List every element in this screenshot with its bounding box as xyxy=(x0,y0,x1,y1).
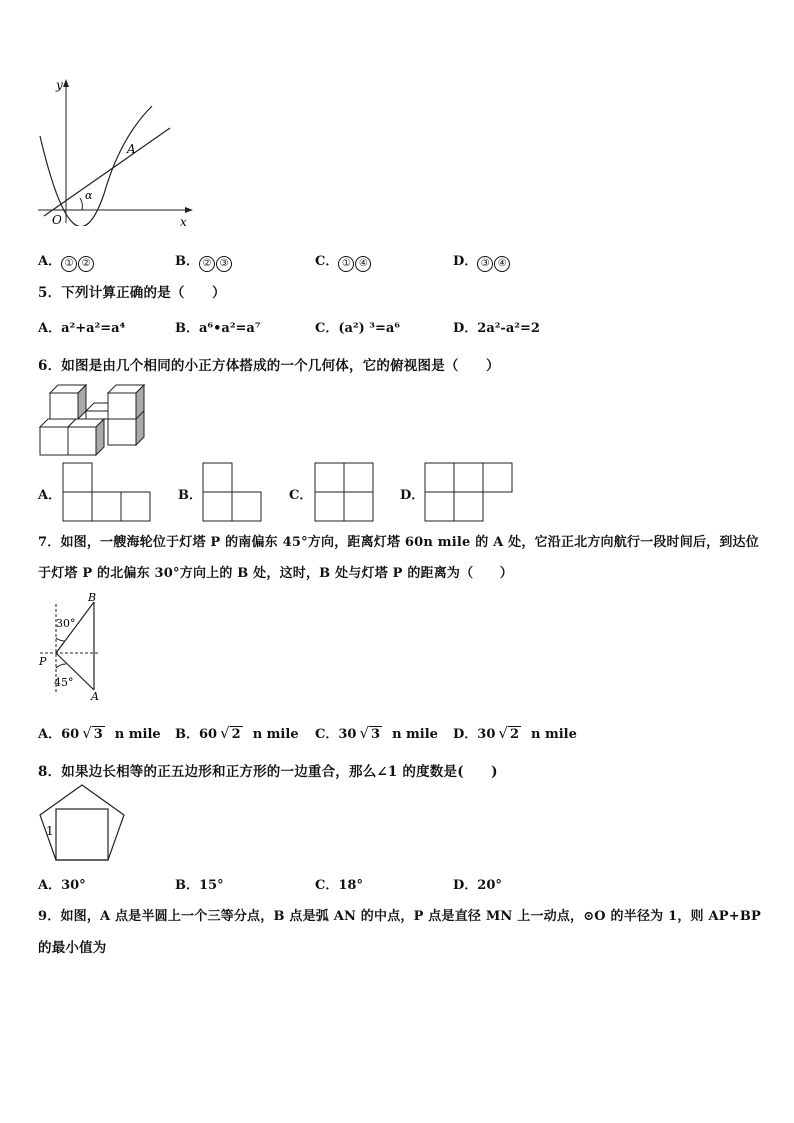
q6-cube-figure xyxy=(38,383,150,457)
alpha-label: α xyxy=(85,189,93,202)
point-a-label: A xyxy=(91,690,99,702)
sqrt-icon: √ xyxy=(220,724,230,742)
q5-option-a[interactable]: A．a²+a²=a⁴ xyxy=(38,321,126,336)
q6-option-a-label[interactable]: A． xyxy=(38,488,62,503)
circled-number: ② xyxy=(199,256,215,272)
radicand: 3 xyxy=(93,727,103,742)
coefficient: 30 xyxy=(338,727,357,742)
angle-30-label: 30° xyxy=(56,617,76,630)
q7-stem-line1: 7．如图，一艘海轮位于灯塔 P 的南偏东 45°方向，距离灯塔 60n mile 的 A 处，它沿正北方向航行一段时间后，到达位 xyxy=(38,535,759,550)
q6-option-b-label[interactable]: B． xyxy=(178,488,202,503)
sqrt-icon: √ xyxy=(82,724,92,742)
circled-number: ④ xyxy=(494,256,510,272)
q7-option-b[interactable] xyxy=(175,723,299,742)
radicand: 3 xyxy=(371,727,381,742)
q6-option-c-grid[interactable] xyxy=(314,462,376,522)
q7-stem-line2: 于灯塔 P 的北偏东 30°方向上的 B 处，这时，B 处与灯塔 P 的距离为（ ） xyxy=(38,566,513,581)
q4-option-b[interactable] xyxy=(175,250,233,272)
q5-option-d[interactable]: D．2a²-a²=2 xyxy=(453,321,540,336)
coefficient: 30 xyxy=(477,727,496,742)
circled-number: ③ xyxy=(216,256,232,272)
circled-number: ④ xyxy=(355,256,371,272)
q4-option-d[interactable] xyxy=(453,250,511,272)
unit: n mile xyxy=(252,727,299,742)
point-p-label: P xyxy=(39,655,47,668)
q4-option-a[interactable] xyxy=(38,250,95,272)
radicand: 2 xyxy=(509,727,519,742)
q9-stem-line2: 的最小值为 xyxy=(38,940,107,956)
circled-number: ② xyxy=(78,256,94,272)
q8-pentagon-square-figure xyxy=(36,782,128,864)
q7-option-a[interactable] xyxy=(38,723,161,742)
q7-option-c[interactable] xyxy=(315,723,438,742)
option-letter: B． xyxy=(175,727,199,742)
q6-option-c-label[interactable]: C． xyxy=(289,488,313,503)
q8-option-c[interactable]: C．18° xyxy=(315,878,363,893)
coefficient: 60 xyxy=(61,727,80,742)
q4-option-c[interactable] xyxy=(315,250,372,272)
q6-option-a-grid[interactable] xyxy=(62,462,152,522)
q7-option-d[interactable] xyxy=(453,723,577,742)
origin-label: O xyxy=(52,213,62,226)
angle-45-label: 45° xyxy=(54,676,74,689)
q6-option-d-grid[interactable] xyxy=(424,462,516,522)
point-b-label: B xyxy=(88,591,97,604)
unit: n mile xyxy=(114,727,161,742)
unit: n mile xyxy=(392,727,438,742)
option-letter: D． xyxy=(453,254,478,269)
q5-option-b[interactable]: B．a⁶•a²=a⁷ xyxy=(175,321,261,336)
option-letter: D． xyxy=(453,727,478,742)
point-a-label: A xyxy=(127,142,136,156)
y-axis-label: y xyxy=(56,78,63,92)
sqrt-icon: √ xyxy=(359,724,370,742)
q8-option-a[interactable]: A．30° xyxy=(38,878,86,893)
sqrt-icon: √ xyxy=(498,724,508,742)
q9-stem-line1: 9．如图，A 点是半圆上一个三等分点，B 点是弧 AN 的中点，P 点是直径 MN 上一动点，⊙O 的半径为 1，则 AP+BP xyxy=(38,909,761,924)
q8-option-b[interactable]: B．15° xyxy=(175,878,224,893)
option-letter: B． xyxy=(175,254,199,269)
radicand: 2 xyxy=(231,727,241,742)
option-letter: C． xyxy=(315,727,339,742)
q6-stem: 6．如图是由几个相同的小正方体搭成的一个几何体，它的俯视图是（ ） xyxy=(38,358,500,374)
option-letter: C． xyxy=(315,254,339,269)
q5-stem: 5．下列计算正确的是（ ） xyxy=(38,285,226,301)
coefficient: 60 xyxy=(199,727,218,742)
q5-option-c[interactable]: C．(a²) ³=a⁶ xyxy=(315,321,400,336)
q6-option-b-grid[interactable] xyxy=(202,462,264,522)
q8-stem: 8．如果边长相等的正五边形和正方形的一边重合，那么∠1 的度数是( ) xyxy=(38,764,498,780)
option-letter: A． xyxy=(38,727,62,742)
circled-number: ① xyxy=(338,256,354,272)
q6-option-d-label[interactable]: D． xyxy=(400,488,425,503)
x-axis-label: x xyxy=(180,215,187,226)
circled-number: ① xyxy=(61,256,77,272)
unit: n mile xyxy=(530,727,577,742)
q7-bearing-figure xyxy=(36,590,106,702)
option-letter: A． xyxy=(38,254,62,269)
q4-function-graph xyxy=(34,76,194,226)
circled-number: ③ xyxy=(477,256,493,272)
angle-1-label: 1 xyxy=(46,824,54,838)
q8-option-d[interactable]: D．20° xyxy=(453,878,502,893)
